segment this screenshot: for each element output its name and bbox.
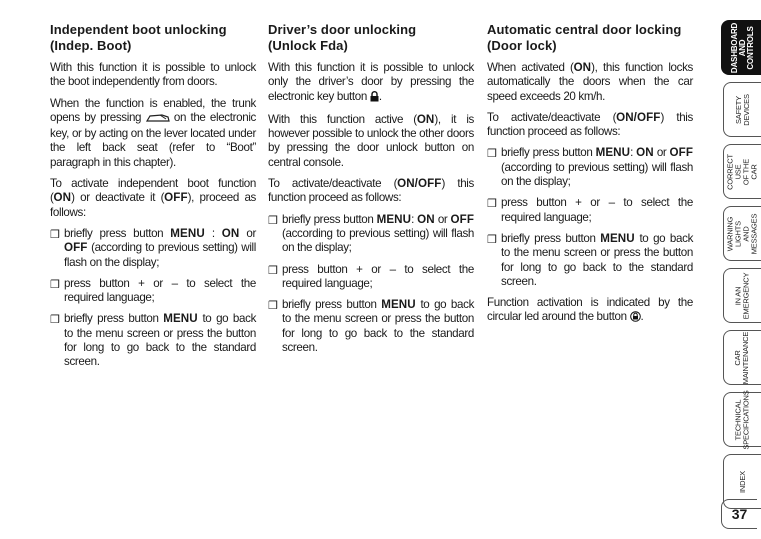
checkbox-bullet-icon: ❒ [268, 300, 278, 313]
column-drivers-door-unlocking [268, 22, 474, 362]
checkbox-bullet-icon: ❒ [50, 278, 60, 291]
list-item: ❒ briefly press button MENU to go back to the menu screen or press the button for long to go back to the standard screen. [268, 298, 475, 355]
tab-label: INDEX [737, 470, 747, 493]
steps-list [487, 146, 693, 289]
list-item: ❒ press button + or – to select the required language; [50, 276, 256, 305]
steps-list [50, 227, 256, 370]
paragraph: When activated (ON), this function locks automatically the doors when the car speed exceeds 20 km/h. [487, 61, 693, 103]
section-title-door-lock: Automatic central door locking (Door lock) [487, 22, 682, 53]
column-central-door-locking [487, 22, 693, 334]
paragraph: To activate/deactivate (ON/OFF) this function proceed as follows: [487, 110, 693, 139]
tab-car-maintenance[interactable] [723, 330, 761, 385]
checkbox-bullet-icon: ❒ [268, 214, 278, 227]
text: When the function is enabled, the trunk opens by pressing [50, 96, 256, 124]
tab-dashboard-and-controls[interactable] [721, 20, 761, 75]
on-label: ON [53, 191, 72, 205]
tab-label: CAR MAINTENANCE [733, 331, 751, 384]
tab-label: TECHNICAL SPECIFICATIONS [733, 389, 751, 450]
checkbox-bullet-icon: ❒ [50, 314, 60, 327]
list-item: ❒ briefly press button MENU to go back to the menu screen or press the button for long to go back to the standard screen. [50, 312, 257, 369]
paragraph: Function activation is indicated by the circular led around the button . [487, 296, 693, 327]
checkbox-bullet-icon: ❒ [487, 148, 497, 161]
tab-label: WARNING LIGHTS AND MESSAGES [725, 213, 759, 254]
text: on the electronic key, or by acting on the lever located under the left back seat (refer to “Boot” paragraph in this chapter). [50, 110, 257, 169]
tab-label: IN AN EMERGENCY [733, 272, 751, 319]
paragraph: With this function it is possible to unlock the boot independently from doors. [50, 61, 256, 89]
tab-label: DASHBOARD AND CONTROLS [730, 22, 756, 73]
text: ) or deactivate it ( [71, 191, 165, 205]
list-item: ❒ briefly press button MENU: ON or OFF (according to previous setting) will flash on the display; [268, 212, 475, 255]
tab-label: CORRECT USE OF THE CAR [725, 153, 759, 190]
tab-safety-devices[interactable] [723, 82, 761, 137]
off-label: OFF [164, 191, 188, 205]
paragraph [50, 97, 256, 170]
checkbox-bullet-icon: ❒ [487, 233, 497, 246]
list-item: ❒ briefly press button MENU: ON or OFF (according to previous setting) will flash on the display; [487, 146, 694, 189]
list-item: ❒ briefly press button MENU : ON or OFF (according to previous setting) will flash on the display; [50, 226, 256, 269]
section-title-boot: Independent boot unlocking (Indep. Boot) [50, 22, 227, 53]
tab-warning-lights-and-messages[interactable] [723, 206, 761, 261]
page-number: 37 [721, 499, 757, 529]
paragraph [50, 177, 256, 220]
tab-technical-specifications[interactable] [723, 389, 761, 450]
column-boot-unlocking [50, 22, 256, 377]
checkbox-bullet-icon: ❒ [268, 264, 278, 277]
padlock-icon [370, 91, 379, 106]
list-item: ❒ press button + or – to select the required language; [487, 196, 693, 224]
section-title-drivers-door: Driver’s door unlocking (Unlock Fda) [268, 22, 417, 53]
paragraph: With this function active (ON), it is however possible to unlock the other doors by pressing the door unlock button on central console. [268, 112, 474, 169]
checkbox-bullet-icon: ❒ [50, 228, 60, 241]
tab-correct-use-of-the-car[interactable] [723, 144, 761, 199]
paragraph: With this function it is possible to unlock only the driver’s door by pressing the electronic key button . [268, 61, 474, 106]
list-item: ❒ press button + or – to select the required language; [268, 262, 474, 290]
text: To activate independent boot function ( [50, 177, 256, 205]
section-tabs [719, 20, 761, 497]
text: ), proceed as follows: [50, 191, 256, 219]
tab-in-an-emergency[interactable] [723, 268, 761, 323]
steps-list [268, 213, 474, 356]
list-item: ❒ briefly press button MENU to go back to the menu screen or press the button for long to go back to the standard screen. [487, 231, 694, 288]
tab-label: SAFETY DEVICES [733, 93, 751, 126]
car-boot-icon [146, 113, 170, 127]
paragraph: To activate/deactivate (ON/OFF) this function proceed as follows: [268, 177, 474, 205]
padlock-led-icon [630, 311, 641, 326]
checkbox-bullet-icon: ❒ [487, 198, 497, 211]
